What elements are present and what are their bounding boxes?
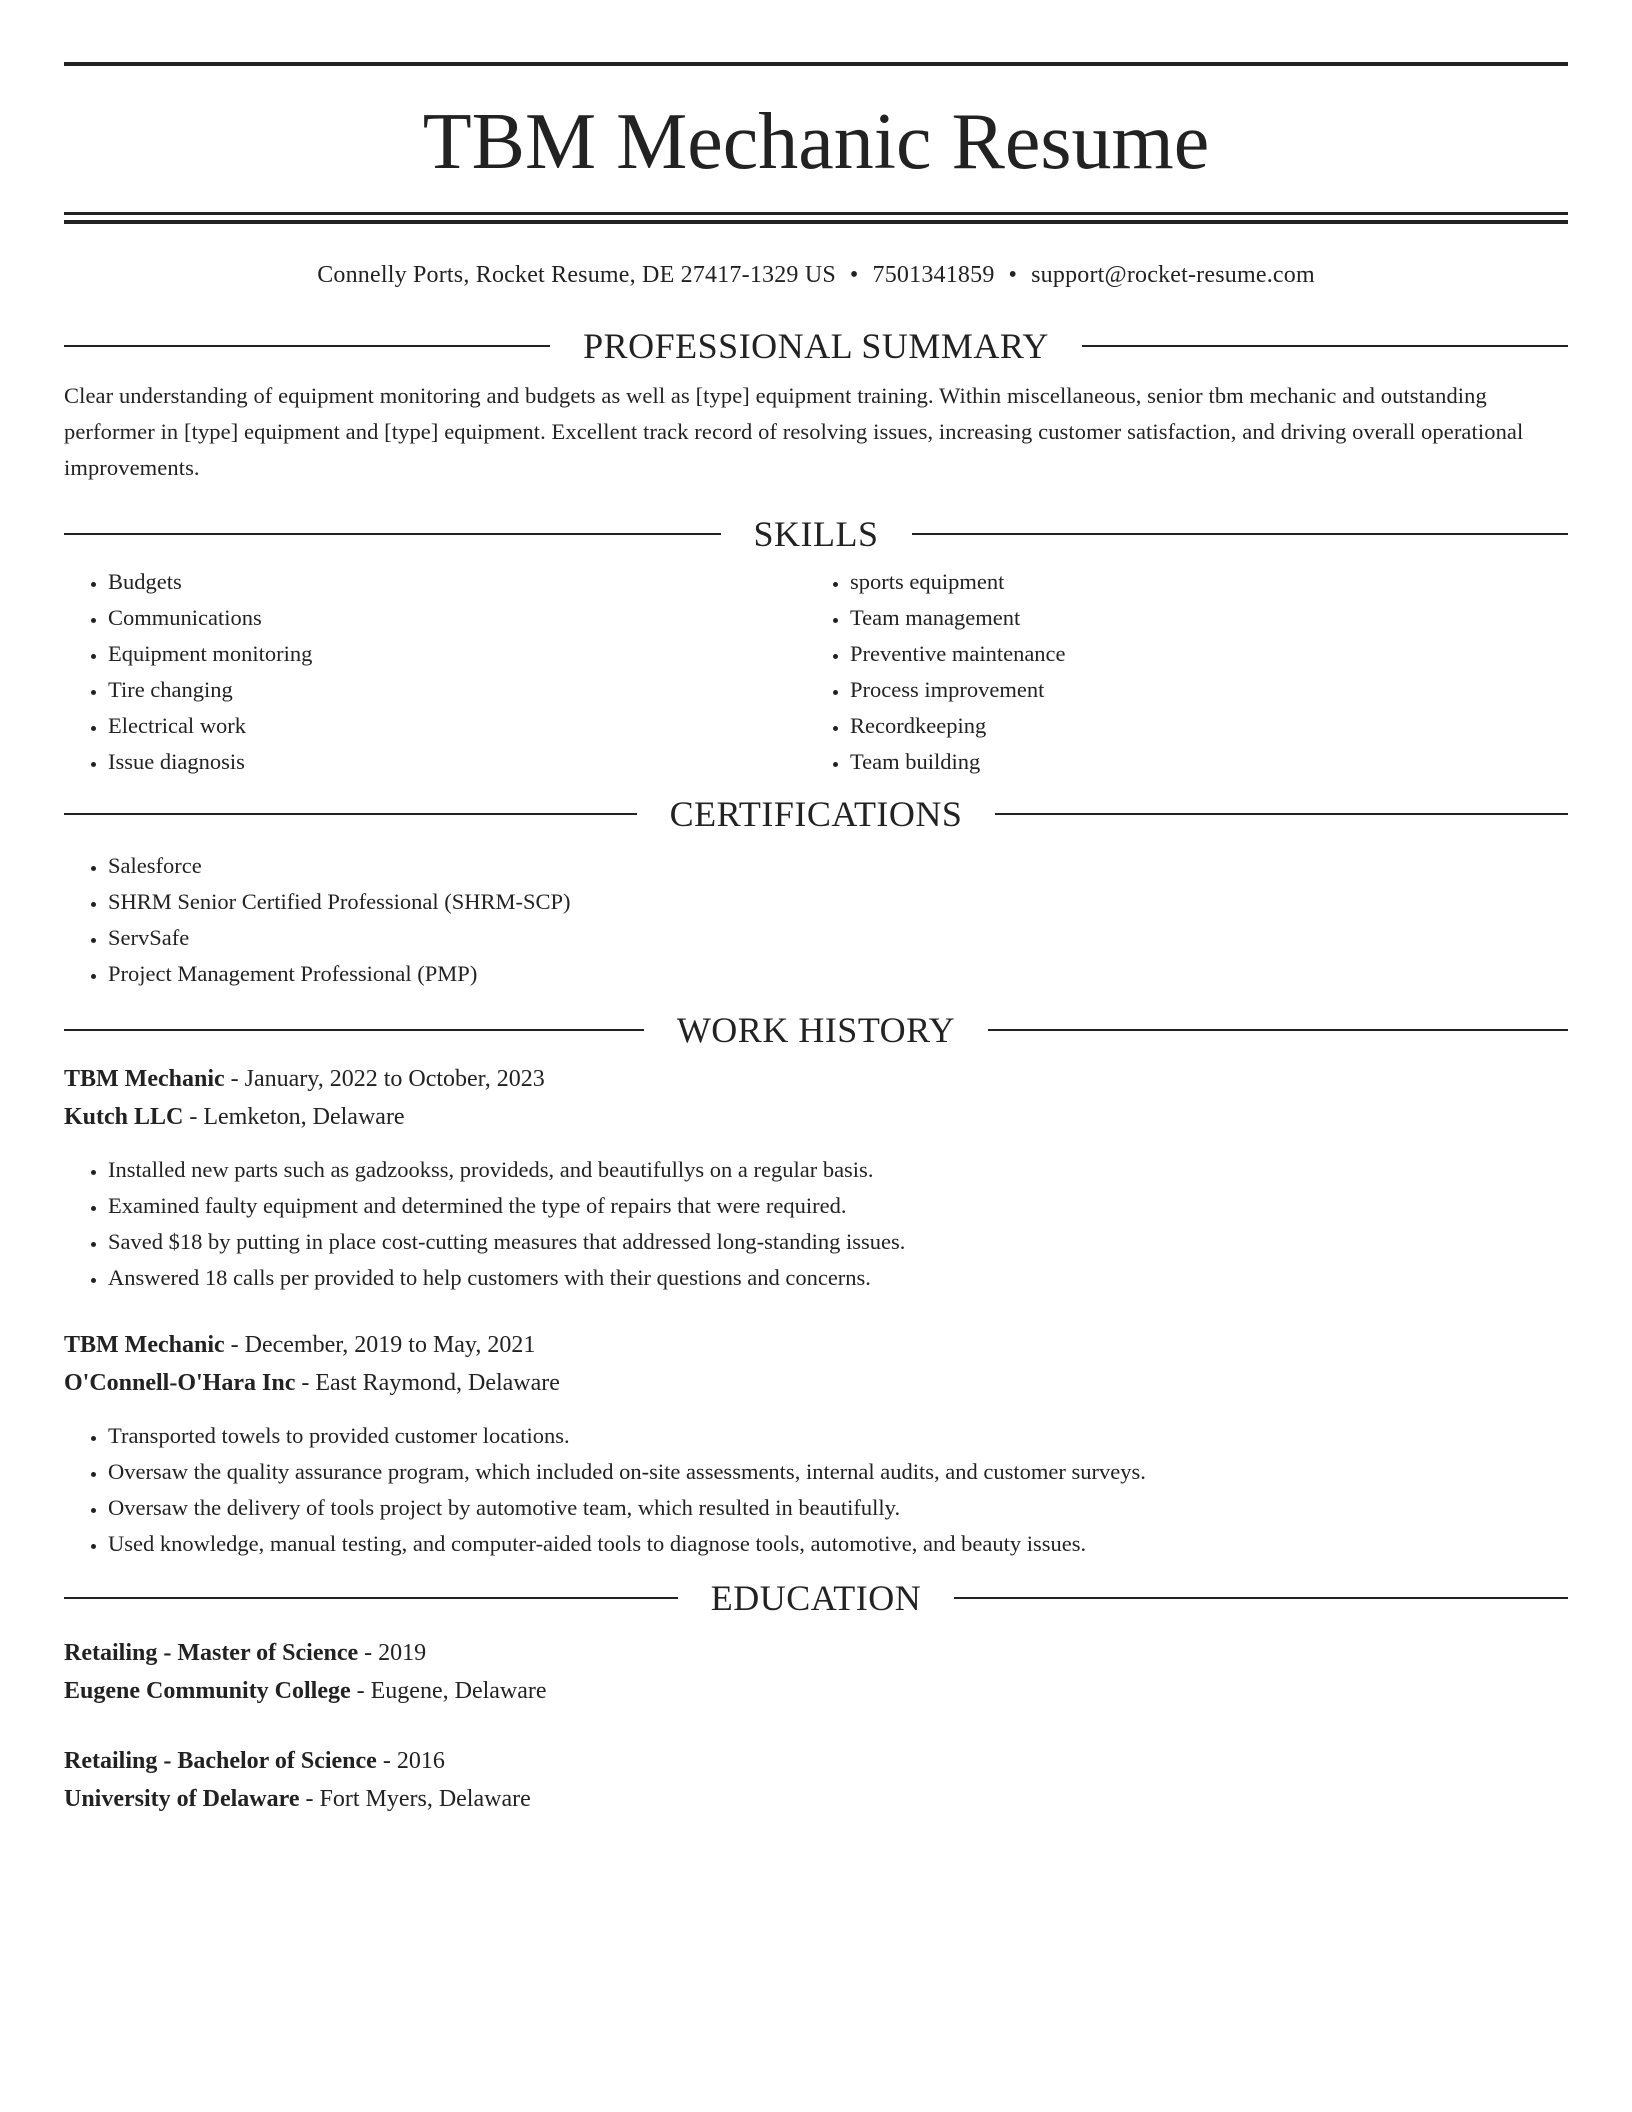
job-bullet: • Examined faulty equipment and determined the type of repairs that were required. bbox=[108, 1188, 1568, 1224]
skill-item: • Recordkeeping bbox=[850, 708, 1548, 744]
skill-item: • Process improvement bbox=[850, 672, 1548, 708]
job-company-line bbox=[64, 1098, 1568, 1136]
summary-paragraph: Clear understanding of equipment monitoring and budgets as well as [type] equipment training. Within miscellaneous, senior tbm mechanic and outstanding performer in [type] equipment and [type] equipment. Excellent track record of resolving issues, increasing customer satisfaction, and driving overall operational improvements. bbox=[64, 383, 1524, 480]
skill-item: • Team management bbox=[850, 600, 1548, 636]
job-entry bbox=[64, 1060, 1568, 1296]
certifications-list bbox=[64, 848, 1568, 992]
job-title-line bbox=[64, 1060, 1568, 1098]
skill-item: • Equipment monitoring bbox=[108, 636, 806, 672]
heading-rule-right bbox=[954, 1597, 1568, 1599]
section-heading-education bbox=[64, 1576, 1568, 1620]
skill-item: • Budgets bbox=[108, 564, 806, 600]
job-title: TBM Mechanic bbox=[64, 1332, 225, 1358]
job-location: - East Raymond, Delaware bbox=[295, 1370, 560, 1396]
education-degree-line bbox=[64, 1742, 1568, 1780]
contact-line bbox=[64, 260, 1568, 290]
education-degree-line bbox=[64, 1634, 1568, 1672]
skill-item: • Electrical work bbox=[108, 708, 806, 744]
title-double-rule bbox=[64, 212, 1568, 224]
heading-rule-left bbox=[64, 1597, 678, 1599]
heading-rule-left bbox=[64, 345, 550, 347]
section-heading-label: CERTIFICATIONS bbox=[669, 794, 963, 834]
heading-rule-right bbox=[1082, 345, 1568, 347]
contact-email[interactable]: support@rocket-resume.com bbox=[1031, 262, 1315, 288]
section-heading-summary bbox=[64, 324, 1568, 368]
certification-item: • ServSafe bbox=[108, 920, 1568, 956]
skill-item: • Tire changing bbox=[108, 672, 806, 708]
job-bullet: • Installed new parts such as gadzookss, provideds, and beautifullys on a regular basis. bbox=[108, 1152, 1568, 1188]
education-entry bbox=[64, 1742, 1568, 1818]
job-bullet: • Used knowledge, manual testing, and computer-aided tools to diagnose tools, automotive, and beauty issues. bbox=[108, 1526, 1568, 1562]
skills-column-right bbox=[806, 564, 1548, 780]
skill-item: • Team building bbox=[850, 744, 1548, 780]
page-title: TBM Mechanic Resume bbox=[422, 98, 1210, 186]
certification-item: • Project Management Professional (PMP) bbox=[108, 956, 1568, 992]
heading-rule-right bbox=[912, 533, 1569, 535]
job-company: O'Connell-O'Hara Inc bbox=[64, 1370, 296, 1396]
skill-item: • Issue diagnosis bbox=[108, 744, 806, 780]
section-heading-certifications bbox=[64, 792, 1568, 836]
job-bullets bbox=[64, 1152, 1568, 1296]
heading-rule-left bbox=[64, 813, 637, 815]
contact-address: Connelly Ports, Rocket Resume, DE 27417-1329 US bbox=[317, 262, 836, 288]
education-year: - 2016 bbox=[376, 1748, 445, 1774]
job-entry bbox=[64, 1326, 1568, 1562]
section-heading-label: EDUCATION bbox=[710, 1578, 922, 1618]
skills-list bbox=[64, 564, 1568, 780]
job-bullets bbox=[64, 1418, 1568, 1562]
job-bullet: • Transported towels to provided customer locations. bbox=[108, 1418, 1568, 1454]
job-bullet: • Oversaw the quality assurance program, which included on-site assessments, internal audits, and customer surveys. bbox=[108, 1454, 1568, 1490]
skill-item: • Preventive maintenance bbox=[850, 636, 1548, 672]
resume-content bbox=[64, 62, 1568, 1818]
job-company-line bbox=[64, 1364, 1568, 1402]
education-school: University of Delaware bbox=[64, 1786, 300, 1812]
section-heading-skills bbox=[64, 512, 1568, 556]
education-entry bbox=[64, 1634, 1568, 1710]
certification-item: • Salesforce bbox=[108, 848, 1568, 884]
heading-rule-left bbox=[64, 533, 721, 535]
section-heading-label: SKILLS bbox=[753, 514, 879, 554]
heading-rule-right bbox=[995, 813, 1568, 815]
job-location: - Lemketon, Delaware bbox=[183, 1104, 405, 1130]
education-degree: Retailing - Bachelor of Science bbox=[64, 1748, 377, 1774]
job-dates: - January, 2022 to October, 2023 bbox=[224, 1066, 545, 1092]
job-title-line bbox=[64, 1326, 1568, 1364]
bullet-separator: • bbox=[1008, 262, 1018, 288]
education-location: - Fort Myers, Delaware bbox=[299, 1786, 531, 1812]
contact-phone: 7501341859 bbox=[872, 262, 995, 288]
education-school-line bbox=[64, 1780, 1568, 1818]
job-company: Kutch LLC bbox=[64, 1104, 184, 1130]
job-bullet: • Oversaw the delivery of tools project by automotive team, which resulted in beautifully. bbox=[108, 1490, 1568, 1526]
certification-item: • SHRM Senior Certified Professional (SHRM-SCP) bbox=[108, 884, 1568, 920]
skill-item: • sports equipment bbox=[850, 564, 1548, 600]
section-heading-work-history bbox=[64, 1008, 1568, 1052]
job-title: TBM Mechanic bbox=[64, 1066, 225, 1092]
heading-rule-right bbox=[988, 1029, 1568, 1031]
education-location: - Eugene, Delaware bbox=[350, 1678, 547, 1704]
job-bullet: • Answered 18 calls per provided to help customers with their questions and concerns. bbox=[108, 1260, 1568, 1296]
job-dates: - December, 2019 to May, 2021 bbox=[224, 1332, 536, 1358]
education-degree: Retailing - Master of Science bbox=[64, 1640, 359, 1666]
education-school: Eugene Community College bbox=[64, 1678, 351, 1704]
section-heading-label: WORK HISTORY bbox=[676, 1010, 956, 1050]
skill-item: • Communications bbox=[108, 600, 806, 636]
top-rule bbox=[64, 62, 1568, 66]
section-heading-label: PROFESSIONAL SUMMARY bbox=[583, 326, 1049, 366]
heading-rule-left bbox=[64, 1029, 644, 1031]
skills-column-left bbox=[64, 564, 806, 780]
education-school-line bbox=[64, 1672, 1568, 1710]
bullet-separator: • bbox=[849, 262, 859, 288]
education-year: - 2019 bbox=[358, 1640, 427, 1666]
job-bullet: • Saved $18 by putting in place cost-cutting measures that addressed long-standing issues. bbox=[108, 1224, 1568, 1260]
